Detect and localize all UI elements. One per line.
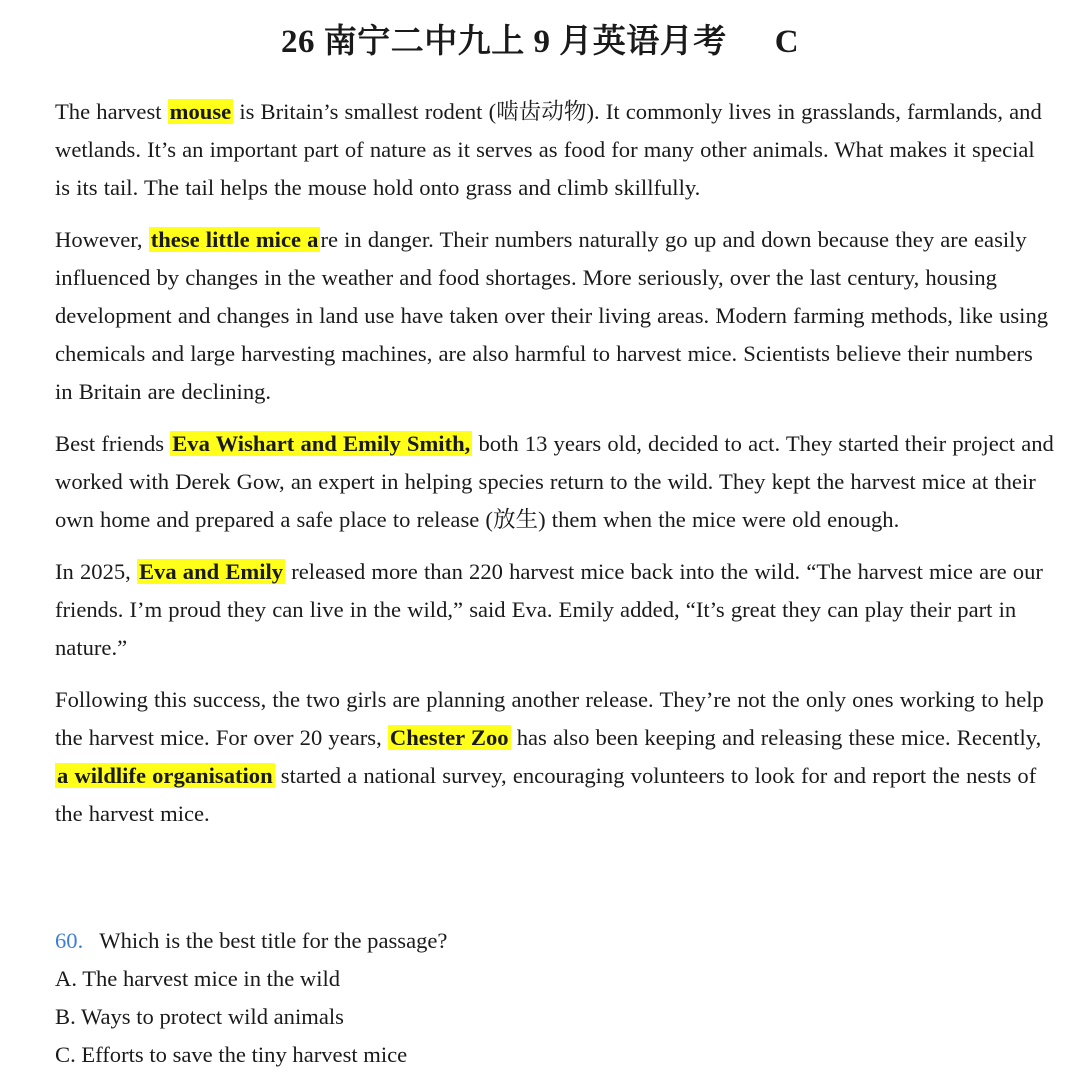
paragraph-text: Best friends	[55, 431, 171, 456]
reading-passage	[55, 93, 1055, 847]
paragraph-text: started a national survey, encouraging volunteers to look for and report the nests of the harvest mice.	[55, 763, 1037, 826]
option-b[interactable]: B. Ways to protect wild animals	[55, 1004, 344, 1029]
title-text: 26 南宁二中九上 9 月英语月考	[280, 24, 727, 60]
question-60	[55, 922, 1055, 1074]
highlighted-text: these little mice a	[150, 227, 319, 252]
passage-letter: C	[774, 24, 800, 60]
paragraph-text: In 2025,	[55, 559, 137, 584]
highlighted-text: Eva Wishart and Emily Smith,	[172, 431, 471, 456]
paragraph-text: The harvest	[55, 99, 168, 124]
highlighted-text: mouse	[169, 99, 232, 124]
paragraph-text: both 13 years old, decided to act. They started their project and worked with Derek Gow, an expert in helping species return to the wild. They kept the harvest mice at their own home and prepared a safe place to release (放生) them when the mice were old enough.	[55, 431, 1054, 532]
option-a[interactable]: A. The harvest mice in the wild	[55, 966, 341, 991]
question-stem	[55, 922, 1055, 960]
option-c[interactable]: C. Efforts to save the tiny harvest mice	[55, 1042, 408, 1067]
paragraph-text: Following this success, the two girls are planning another release. They’re not the only ones working to help the harvest mice. For over 20 years,	[55, 687, 1044, 750]
paragraph-3	[55, 425, 1055, 539]
highlighted-text: a wildlife organisation	[57, 763, 273, 788]
paragraph-2	[55, 221, 1055, 411]
paragraph-1	[55, 93, 1055, 207]
question-text: Which is the best title for the passage?	[99, 928, 448, 953]
paragraph-5	[55, 681, 1055, 833]
paragraph-4	[55, 553, 1055, 667]
page-title	[0, 18, 1080, 66]
question-number: 60.	[55, 928, 84, 953]
paragraph-text: has also been keeping and releasing these mice. Recently,	[510, 725, 1042, 750]
paragraph-text: However,	[55, 227, 149, 252]
paragraph-text: is Britain’s smallest rodent (啮齿动物). It commonly lives in grasslands, farmlands, and wetlands. It’s an important part of nature as it serves as food for many other animals. What makes it special is its tail. The tail helps the mouse hold onto grass and climb skillfully.	[55, 99, 1042, 200]
highlighted-text: Chester Zoo	[389, 725, 509, 750]
paragraph-text: re in danger. Their numbers naturally go up and down because they are easily influenced by changes in the weather and food shortages. More seriously, over the last century, housing development and changes in land use have taken over their living areas. Modern farming methods, like using chemicals and large harvesting machines, are also harmful to harvest mice. Scientists believe their numbers in Britain are declining.	[55, 227, 1049, 404]
highlighted-text: Eva and Emily	[138, 559, 284, 584]
paragraph-text: released more than 220 harvest mice back into the wild. “The harvest mice are our friends. I’m proud they can live in the wild,” said Eva. Emily added, “It’s great they can play their part in nature.”	[55, 559, 1043, 660]
